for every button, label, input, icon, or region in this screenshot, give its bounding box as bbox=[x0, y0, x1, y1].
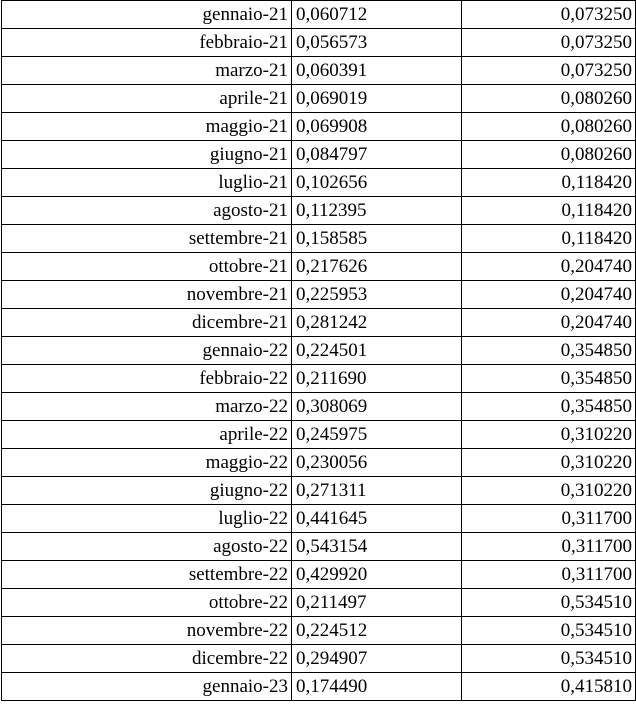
month-cell[interactable]: dicembre-22 bbox=[2, 645, 292, 673]
month-cell[interactable]: aprile-21 bbox=[2, 85, 292, 113]
table-row bbox=[2, 337, 636, 365]
value-cell-2[interactable]: 0,534510 bbox=[462, 589, 636, 617]
value-cell-1[interactable]: 0,224501 bbox=[292, 337, 462, 365]
table-row bbox=[2, 421, 636, 449]
value-cell-2[interactable]: 0,073250 bbox=[462, 1, 636, 29]
table-row bbox=[2, 197, 636, 225]
value-cell-1[interactable]: 0,225953 bbox=[292, 281, 462, 309]
value-cell-2[interactable]: 0,534510 bbox=[462, 645, 636, 673]
value-cell-2[interactable]: 0,080260 bbox=[462, 141, 636, 169]
value-cell-1[interactable]: 0,271311 bbox=[292, 477, 462, 505]
month-cell[interactable]: settembre-21 bbox=[2, 225, 292, 253]
value-cell-1[interactable]: 0,060391 bbox=[292, 57, 462, 85]
table-row bbox=[2, 533, 636, 561]
table-row bbox=[2, 645, 636, 673]
table-row bbox=[2, 477, 636, 505]
month-cell[interactable]: settembre-22 bbox=[2, 561, 292, 589]
month-cell[interactable]: maggio-22 bbox=[2, 449, 292, 477]
value-cell-2[interactable]: 0,311700 bbox=[462, 561, 636, 589]
month-cell[interactable]: novembre-21 bbox=[2, 281, 292, 309]
value-cell-1[interactable]: 0,211690 bbox=[292, 365, 462, 393]
value-cell-2[interactable]: 0,311700 bbox=[462, 505, 636, 533]
value-cell-1[interactable]: 0,245975 bbox=[292, 421, 462, 449]
value-cell-1[interactable]: 0,056573 bbox=[292, 29, 462, 57]
month-cell[interactable]: gennaio-22 bbox=[2, 337, 292, 365]
table-row bbox=[2, 225, 636, 253]
value-cell-2[interactable]: 0,118420 bbox=[462, 197, 636, 225]
value-cell-1[interactable]: 0,441645 bbox=[292, 505, 462, 533]
table-row bbox=[2, 449, 636, 477]
value-cell-1[interactable]: 0,429920 bbox=[292, 561, 462, 589]
month-cell[interactable]: novembre-22 bbox=[2, 617, 292, 645]
month-cell[interactable]: ottobre-21 bbox=[2, 253, 292, 281]
month-cell[interactable]: giugno-21 bbox=[2, 141, 292, 169]
value-cell-2[interactable]: 0,118420 bbox=[462, 225, 636, 253]
value-cell-1[interactable]: 0,230056 bbox=[292, 449, 462, 477]
value-cell-1[interactable]: 0,069908 bbox=[292, 113, 462, 141]
value-cell-1[interactable]: 0,084797 bbox=[292, 141, 462, 169]
data-table bbox=[1, 0, 636, 701]
table-row bbox=[2, 253, 636, 281]
table-row bbox=[2, 365, 636, 393]
month-cell[interactable]: ottobre-22 bbox=[2, 589, 292, 617]
value-cell-2[interactable]: 0,310220 bbox=[462, 421, 636, 449]
table-row bbox=[2, 589, 636, 617]
table-row bbox=[2, 561, 636, 589]
value-cell-1[interactable]: 0,224512 bbox=[292, 617, 462, 645]
value-cell-1[interactable]: 0,112395 bbox=[292, 197, 462, 225]
value-cell-2[interactable]: 0,073250 bbox=[462, 57, 636, 85]
value-cell-2[interactable]: 0,310220 bbox=[462, 449, 636, 477]
value-cell-1[interactable]: 0,211497 bbox=[292, 589, 462, 617]
value-cell-1[interactable]: 0,102656 bbox=[292, 169, 462, 197]
month-cell[interactable]: febbraio-21 bbox=[2, 29, 292, 57]
table-row bbox=[2, 1, 636, 29]
table-row bbox=[2, 57, 636, 85]
value-cell-1[interactable]: 0,069019 bbox=[292, 85, 462, 113]
value-cell-2[interactable]: 0,310220 bbox=[462, 477, 636, 505]
table-row bbox=[2, 393, 636, 421]
value-cell-2[interactable]: 0,118420 bbox=[462, 169, 636, 197]
value-cell-1[interactable]: 0,308069 bbox=[292, 393, 462, 421]
month-cell[interactable]: gennaio-23 bbox=[2, 673, 292, 701]
month-cell[interactable]: gennaio-21 bbox=[2, 1, 292, 29]
table-row bbox=[2, 85, 636, 113]
value-cell-2[interactable]: 0,354850 bbox=[462, 365, 636, 393]
month-cell[interactable]: maggio-21 bbox=[2, 113, 292, 141]
value-cell-2[interactable]: 0,073250 bbox=[462, 29, 636, 57]
table-row bbox=[2, 673, 636, 701]
month-cell[interactable]: luglio-21 bbox=[2, 169, 292, 197]
value-cell-1[interactable]: 0,158585 bbox=[292, 225, 462, 253]
month-cell[interactable]: marzo-21 bbox=[2, 57, 292, 85]
month-cell[interactable]: agosto-22 bbox=[2, 533, 292, 561]
month-cell[interactable]: marzo-22 bbox=[2, 393, 292, 421]
table-row bbox=[2, 141, 636, 169]
value-cell-1[interactable]: 0,281242 bbox=[292, 309, 462, 337]
value-cell-1[interactable]: 0,060712 bbox=[292, 1, 462, 29]
month-cell[interactable]: aprile-22 bbox=[2, 421, 292, 449]
month-cell[interactable]: giugno-22 bbox=[2, 477, 292, 505]
value-cell-2[interactable]: 0,204740 bbox=[462, 309, 636, 337]
value-cell-2[interactable]: 0,204740 bbox=[462, 281, 636, 309]
table-row bbox=[2, 281, 636, 309]
table-row bbox=[2, 505, 636, 533]
month-cell[interactable]: luglio-22 bbox=[2, 505, 292, 533]
value-cell-2[interactable]: 0,204740 bbox=[462, 253, 636, 281]
value-cell-2[interactable]: 0,354850 bbox=[462, 393, 636, 421]
table-row bbox=[2, 309, 636, 337]
table-body bbox=[2, 1, 636, 701]
table-row bbox=[2, 113, 636, 141]
value-cell-2[interactable]: 0,311700 bbox=[462, 533, 636, 561]
table-row bbox=[2, 617, 636, 645]
value-cell-2[interactable]: 0,080260 bbox=[462, 113, 636, 141]
value-cell-2[interactable]: 0,080260 bbox=[462, 85, 636, 113]
value-cell-1[interactable]: 0,217626 bbox=[292, 253, 462, 281]
month-cell[interactable]: febbraio-22 bbox=[2, 365, 292, 393]
value-cell-2[interactable]: 0,354850 bbox=[462, 337, 636, 365]
table-row bbox=[2, 29, 636, 57]
month-cell[interactable]: agosto-21 bbox=[2, 197, 292, 225]
month-cell[interactable]: dicembre-21 bbox=[2, 309, 292, 337]
table-row bbox=[2, 169, 636, 197]
value-cell-1[interactable]: 0,294907 bbox=[292, 645, 462, 673]
value-cell-1[interactable]: 0,174490 bbox=[292, 673, 462, 701]
value-cell-1[interactable]: 0,543154 bbox=[292, 533, 462, 561]
value-cell-2[interactable]: 0,534510 bbox=[462, 617, 636, 645]
value-cell-2[interactable]: 0,415810 bbox=[462, 673, 636, 701]
